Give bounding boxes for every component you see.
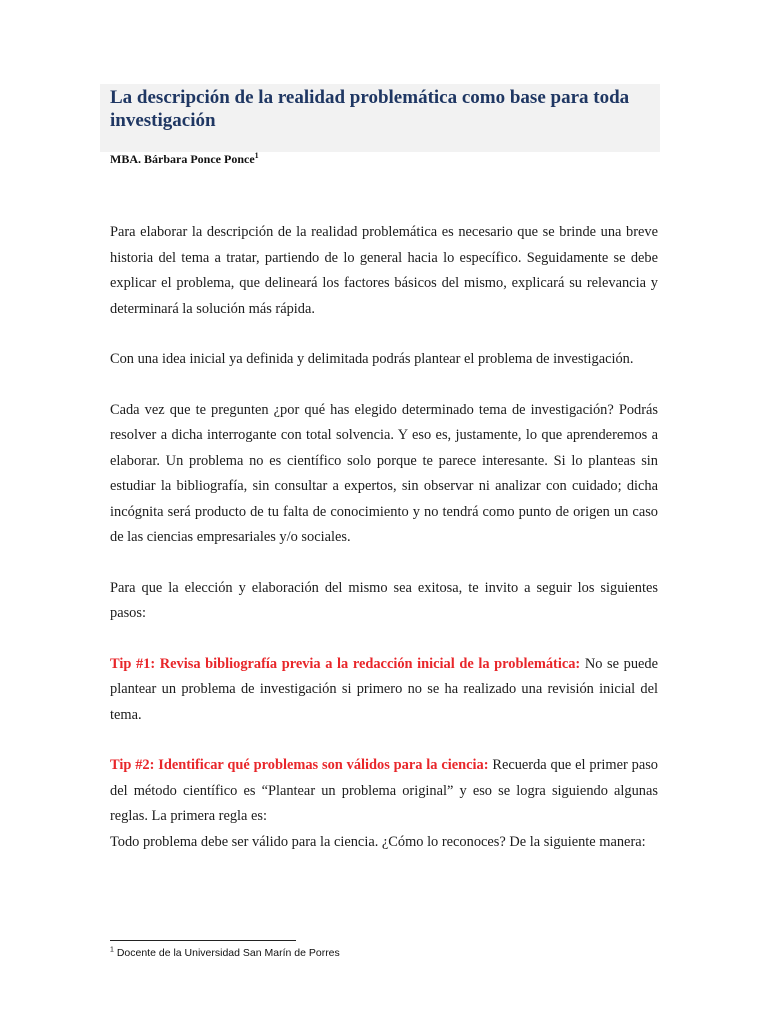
author-footnote-ref: 1 [254, 151, 259, 160]
body-text [110, 220, 658, 855]
footnote [110, 946, 340, 960]
paragraph-steps-intro: Para que la elección y elaboración del mismo sea exitosa, te invito a seguir los siguientes pasos: [110, 579, 658, 621]
paragraph-initial-idea: Con una idea inicial ya definida y delimitada podrás plantear el problema de investigación. [110, 351, 634, 367]
paragraph-why-topic: Cada vez que te pregunten ¿por qué has elegido determinado tema de investigación? Podrás resolver a dicha interrogante con total solvencia. Y eso es, justamente, lo que aprenderemos a elaborar. Un problema no es científico solo porque te parece interesante. Si lo planteas sin estudiar la bibliografía, sin consultar a expertos, sin observar ni analizar con cuidado; dicha incógnita será producto de tu falta de conocimiento y no tendrá como punto de origen un caso de las ciencias empresariales y/o sociales. [110, 401, 658, 545]
tip-2-label: Tip #2: Identificar qué problemas son válidos para la ciencia: [110, 757, 489, 773]
document-title: La descripción de la realidad problemática como base para toda investigación [110, 87, 630, 131]
paragraph-intro: Para elaborar la descripción de la realidad problemática es necesario que se brinde una breve historia del tema a tratar, partiendo de lo general hacia lo específico. Seguidamente se debe explicar el problema, que delineará los factores básicos del mismo, explicará su relevancia y determinará la solución más rápida. [110, 224, 658, 317]
tip-1-label: Tip #1: Revisa bibliografía previa a la redacción inicial de la problemática: [110, 655, 581, 672]
tip-1-paragraph [110, 652, 658, 729]
tip-2-text: Recuerda que el primer paso del método científico es “Plantear un problema original” y eso se logra siguiendo algunas reglas. La primera regla es: [110, 757, 659, 824]
paragraph-closing: Todo problema debe ser válido para la ciencia. ¿Cómo lo reconoces? De la siguiente manera: [110, 833, 646, 850]
tip-1-text: No se puede plantear un problema de investigación si primero no se ha realizado una revisión inicial del tema. [110, 655, 658, 723]
author-name: MBA. Bárbara Ponce Ponce [110, 152, 255, 166]
footnote-text: Docente de la Universidad San Marín de Porres [113, 947, 340, 959]
footnote-number: 1 [110, 946, 114, 954]
tip-2-paragraph [110, 753, 658, 830]
author-line [110, 151, 259, 167]
footnote-separator [110, 940, 296, 941]
